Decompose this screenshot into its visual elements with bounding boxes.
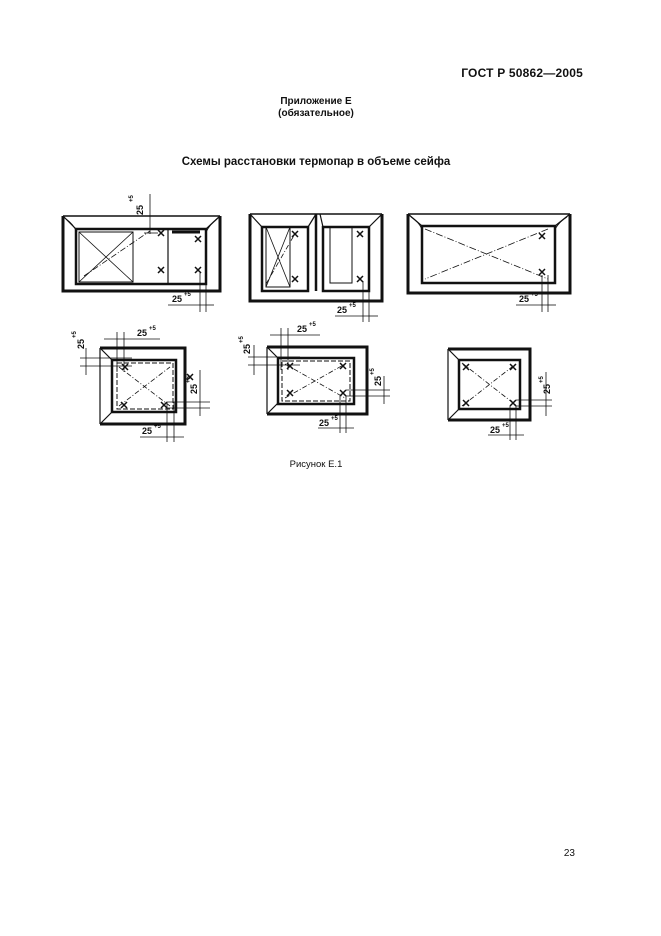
dim-label: 25 bbox=[319, 418, 330, 428]
dim-label-sup: +5 bbox=[239, 336, 245, 343]
dim-label: 25 bbox=[76, 338, 86, 349]
scheme-2-dim-labels bbox=[337, 303, 357, 315]
standard-number: ГОСТ Р 50862—2005 bbox=[461, 66, 583, 80]
dim-label: 25 bbox=[373, 375, 383, 386]
dim-label: 25 bbox=[172, 294, 183, 304]
dim-label-sup: +5 bbox=[309, 322, 316, 328]
dim-label-sup: +5 bbox=[370, 368, 376, 375]
appendix-title: Приложение Е bbox=[280, 96, 352, 107]
dim-label-sup: +5 bbox=[129, 195, 135, 202]
dim-label-sup: +5 bbox=[184, 292, 191, 298]
dim-label: 25 bbox=[542, 383, 552, 394]
scheme-3-wide-cabinet bbox=[408, 214, 570, 312]
dim-label-sup: +5 bbox=[186, 376, 192, 383]
section-title: Схемы расстановки термопар в объеме сейфа bbox=[181, 156, 451, 168]
dim-label-sup: +5 bbox=[331, 416, 338, 422]
dim-label-sup: +5 bbox=[149, 326, 156, 332]
dim-label: 25 bbox=[490, 425, 501, 435]
dim-label-sup: +5 bbox=[531, 292, 538, 298]
dim-label-sup: +5 bbox=[502, 423, 509, 429]
dim-label: 25 bbox=[297, 324, 308, 334]
dim-label: 25 bbox=[242, 343, 252, 354]
scheme-4-dim-labels bbox=[72, 326, 199, 436]
scheme-5-dim-labels bbox=[239, 322, 383, 428]
dim-label-sup: +5 bbox=[349, 303, 356, 309]
dim-label-sup: +5 bbox=[539, 376, 545, 383]
appendix-status: (обязательное) bbox=[278, 108, 354, 119]
scheme-3-dim-labels bbox=[519, 292, 539, 304]
dim-label: 25 bbox=[189, 383, 199, 394]
dim-label: 25 bbox=[135, 204, 145, 215]
dim-label: 25 bbox=[337, 305, 348, 315]
figure-caption: Рисунок Е.1 bbox=[289, 459, 343, 470]
dim-label: 25 bbox=[137, 328, 148, 338]
dim-label: 25 bbox=[519, 294, 530, 304]
page-number: 23 bbox=[563, 848, 575, 859]
scheme-1-dim-labels bbox=[129, 194, 192, 304]
dim-label-sup: +5 bbox=[72, 331, 78, 338]
dim-label: 25 bbox=[142, 426, 153, 436]
scheme-2-double-cabinet bbox=[250, 214, 382, 322]
dim-label-sup: +5 bbox=[154, 424, 161, 430]
